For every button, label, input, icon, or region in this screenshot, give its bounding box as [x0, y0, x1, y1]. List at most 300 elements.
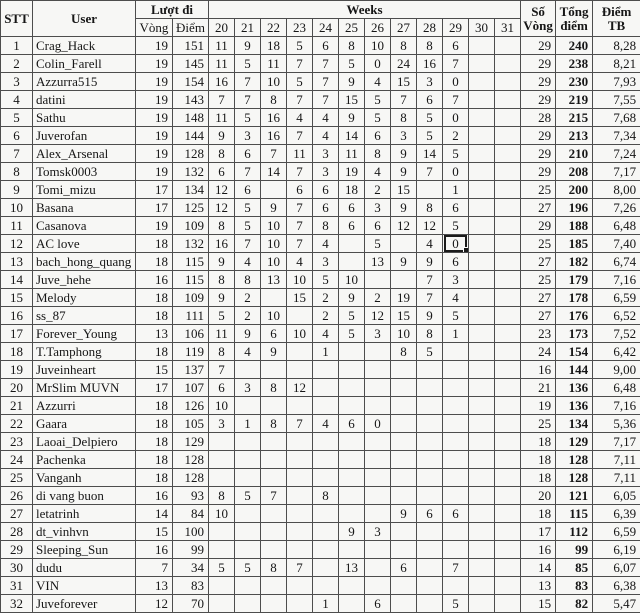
- week-cell[interactable]: [287, 541, 313, 559]
- week-cell[interactable]: [495, 163, 521, 181]
- week-cell[interactable]: [339, 487, 365, 505]
- sovong-cell[interactable]: 24: [521, 343, 556, 361]
- week-cell[interactable]: [365, 361, 391, 379]
- week-cell[interactable]: 6: [365, 127, 391, 145]
- week-cell[interactable]: 6: [313, 181, 339, 199]
- stt-cell[interactable]: 31: [1, 577, 33, 595]
- active-cell[interactable]: 0: [443, 235, 469, 253]
- week-cell[interactable]: [339, 505, 365, 523]
- week-cell[interactable]: 8: [391, 109, 417, 127]
- sovong-cell[interactable]: 20: [521, 487, 556, 505]
- week-cell[interactable]: 8: [417, 325, 443, 343]
- week-cell[interactable]: [469, 361, 495, 379]
- week-cell[interactable]: 3: [313, 145, 339, 163]
- week-cell[interactable]: 8: [313, 217, 339, 235]
- week-cell[interactable]: 8: [209, 487, 235, 505]
- stt-cell[interactable]: 14: [1, 271, 33, 289]
- week-cell[interactable]: [469, 37, 495, 55]
- week-cell[interactable]: 2: [313, 307, 339, 325]
- week-cell[interactable]: [391, 469, 417, 487]
- week-cell[interactable]: [313, 541, 339, 559]
- stt-cell[interactable]: 13: [1, 253, 33, 271]
- sovong-cell[interactable]: 27: [521, 253, 556, 271]
- header-week-30[interactable]: 30: [469, 19, 495, 37]
- vong-cell[interactable]: 18: [136, 469, 173, 487]
- week-cell[interactable]: 11: [209, 109, 235, 127]
- week-cell[interactable]: [287, 361, 313, 379]
- diem-cell[interactable]: 137: [173, 361, 209, 379]
- week-cell[interactable]: 10: [209, 505, 235, 523]
- week-cell[interactable]: [235, 469, 261, 487]
- sovong-cell[interactable]: 18: [521, 469, 556, 487]
- diemtb-cell[interactable]: 6,05: [593, 487, 640, 505]
- week-cell[interactable]: [235, 577, 261, 595]
- week-cell[interactable]: [365, 397, 391, 415]
- week-cell[interactable]: [495, 55, 521, 73]
- week-cell[interactable]: 8: [391, 37, 417, 55]
- week-cell[interactable]: [469, 469, 495, 487]
- week-cell[interactable]: 7: [417, 163, 443, 181]
- week-cell[interactable]: 14: [339, 127, 365, 145]
- week-cell[interactable]: [495, 91, 521, 109]
- week-cell[interactable]: 9: [339, 523, 365, 541]
- week-cell[interactable]: 8: [365, 145, 391, 163]
- vong-cell[interactable]: 7: [136, 559, 173, 577]
- week-cell[interactable]: 6: [339, 199, 365, 217]
- header-week-25[interactable]: 25: [339, 19, 365, 37]
- stt-cell[interactable]: 27: [1, 505, 33, 523]
- week-cell[interactable]: [417, 181, 443, 199]
- week-cell[interactable]: [365, 343, 391, 361]
- user-cell[interactable]: MrSlim MUVN: [33, 379, 136, 397]
- week-cell[interactable]: [365, 541, 391, 559]
- week-cell[interactable]: [495, 199, 521, 217]
- week-cell[interactable]: 6: [443, 253, 469, 271]
- week-cell[interactable]: [287, 505, 313, 523]
- stt-cell[interactable]: 19: [1, 361, 33, 379]
- week-cell[interactable]: 18: [339, 181, 365, 199]
- week-cell[interactable]: [495, 37, 521, 55]
- vong-cell[interactable]: 13: [136, 577, 173, 595]
- week-cell[interactable]: 10: [261, 217, 287, 235]
- week-cell[interactable]: 5: [365, 109, 391, 127]
- week-cell[interactable]: 4: [313, 325, 339, 343]
- tongdiem-cell[interactable]: 213: [556, 127, 593, 145]
- week-cell[interactable]: [391, 577, 417, 595]
- diem-cell[interactable]: 84: [173, 505, 209, 523]
- stt-cell[interactable]: 24: [1, 451, 33, 469]
- vong-cell[interactable]: 15: [136, 523, 173, 541]
- week-cell[interactable]: 7: [443, 559, 469, 577]
- week-cell[interactable]: 8: [339, 37, 365, 55]
- week-cell[interactable]: 7: [287, 91, 313, 109]
- week-cell[interactable]: [417, 469, 443, 487]
- week-cell[interactable]: 1: [443, 325, 469, 343]
- user-cell[interactable]: Tomsk0003: [33, 163, 136, 181]
- week-cell[interactable]: [495, 127, 521, 145]
- week-cell[interactable]: 4: [287, 253, 313, 271]
- week-cell[interactable]: 19: [391, 289, 417, 307]
- week-cell[interactable]: 6: [443, 505, 469, 523]
- week-cell[interactable]: [495, 253, 521, 271]
- header-tong-diem[interactable]: [556, 1, 593, 37]
- stt-cell[interactable]: 5: [1, 109, 33, 127]
- week-cell[interactable]: 12: [417, 217, 443, 235]
- diem-cell[interactable]: 105: [173, 415, 209, 433]
- tongdiem-cell[interactable]: 173: [556, 325, 593, 343]
- diemtb-cell[interactable]: 7,24: [593, 145, 640, 163]
- stt-cell[interactable]: 1: [1, 37, 33, 55]
- vong-cell[interactable]: 15: [136, 361, 173, 379]
- user-cell[interactable]: ss_87: [33, 307, 136, 325]
- header-week-20[interactable]: 20: [209, 19, 235, 37]
- tongdiem-cell[interactable]: 83: [556, 577, 593, 595]
- week-cell[interactable]: 7: [287, 415, 313, 433]
- week-cell[interactable]: [417, 451, 443, 469]
- week-cell[interactable]: [443, 361, 469, 379]
- sovong-cell[interactable]: 29: [521, 127, 556, 145]
- week-cell[interactable]: 9: [209, 289, 235, 307]
- diem-cell[interactable]: 93: [173, 487, 209, 505]
- week-cell[interactable]: 7: [287, 559, 313, 577]
- week-cell[interactable]: 6: [365, 595, 391, 613]
- diemtb-cell[interactable]: 7,26: [593, 199, 640, 217]
- week-cell[interactable]: 16: [417, 55, 443, 73]
- diem-cell[interactable]: 128: [173, 145, 209, 163]
- vong-cell[interactable]: 17: [136, 181, 173, 199]
- diem-cell[interactable]: 119: [173, 343, 209, 361]
- diem-cell[interactable]: 70: [173, 595, 209, 613]
- week-cell[interactable]: [495, 73, 521, 91]
- stt-cell[interactable]: 22: [1, 415, 33, 433]
- user-cell[interactable]: Forever_Young: [33, 325, 136, 343]
- week-cell[interactable]: [391, 271, 417, 289]
- week-cell[interactable]: [417, 433, 443, 451]
- week-cell[interactable]: [469, 307, 495, 325]
- vong-cell[interactable]: 16: [136, 271, 173, 289]
- week-cell[interactable]: [261, 577, 287, 595]
- week-cell[interactable]: 10: [209, 397, 235, 415]
- week-cell[interactable]: [469, 271, 495, 289]
- sovong-cell[interactable]: 19: [521, 397, 556, 415]
- week-cell[interactable]: [339, 541, 365, 559]
- week-cell[interactable]: [235, 595, 261, 613]
- week-cell[interactable]: 8: [261, 91, 287, 109]
- week-cell[interactable]: 15: [391, 307, 417, 325]
- week-cell[interactable]: 3: [417, 73, 443, 91]
- week-cell[interactable]: [391, 523, 417, 541]
- week-cell[interactable]: [391, 361, 417, 379]
- vong-cell[interactable]: 18: [136, 451, 173, 469]
- diem-cell[interactable]: 151: [173, 37, 209, 55]
- week-cell[interactable]: [365, 379, 391, 397]
- sovong-cell[interactable]: 27: [521, 289, 556, 307]
- week-cell[interactable]: 9: [261, 343, 287, 361]
- sovong-cell[interactable]: 25: [521, 235, 556, 253]
- week-cell[interactable]: 7: [235, 91, 261, 109]
- user-cell[interactable]: Basana: [33, 199, 136, 217]
- user-cell[interactable]: dt_vinhvn: [33, 523, 136, 541]
- week-cell[interactable]: [469, 505, 495, 523]
- week-cell[interactable]: [313, 559, 339, 577]
- stt-cell[interactable]: 28: [1, 523, 33, 541]
- week-cell[interactable]: [495, 469, 521, 487]
- week-cell[interactable]: [469, 163, 495, 181]
- diem-cell[interactable]: 109: [173, 217, 209, 235]
- header-week-23[interactable]: 23: [287, 19, 313, 37]
- week-cell[interactable]: 4: [235, 343, 261, 361]
- stt-cell[interactable]: 25: [1, 469, 33, 487]
- week-cell[interactable]: 4: [287, 109, 313, 127]
- week-cell[interactable]: 4: [313, 109, 339, 127]
- week-cell[interactable]: [391, 379, 417, 397]
- sovong-cell[interactable]: 25: [521, 271, 556, 289]
- diem-cell[interactable]: 111: [173, 307, 209, 325]
- user-cell[interactable]: Alex_Arsenal: [33, 145, 136, 163]
- week-cell[interactable]: [287, 523, 313, 541]
- diem-cell[interactable]: 154: [173, 73, 209, 91]
- week-cell[interactable]: 0: [365, 415, 391, 433]
- week-cell[interactable]: [261, 469, 287, 487]
- week-cell[interactable]: 10: [391, 325, 417, 343]
- sovong-cell[interactable]: 25: [521, 181, 556, 199]
- week-cell[interactable]: 9: [339, 73, 365, 91]
- user-cell[interactable]: di vang buon: [33, 487, 136, 505]
- week-cell[interactable]: 5: [443, 595, 469, 613]
- week-cell[interactable]: [287, 343, 313, 361]
- week-cell[interactable]: 7: [313, 55, 339, 73]
- sovong-cell[interactable]: 29: [521, 37, 556, 55]
- week-cell[interactable]: 8: [261, 559, 287, 577]
- week-cell[interactable]: 7: [235, 73, 261, 91]
- diemtb-cell[interactable]: 7,34: [593, 127, 640, 145]
- diem-cell[interactable]: 125: [173, 199, 209, 217]
- week-cell[interactable]: 9: [339, 289, 365, 307]
- diemtb-cell[interactable]: 8,00: [593, 181, 640, 199]
- vong-cell[interactable]: 19: [136, 109, 173, 127]
- vong-cell[interactable]: 19: [136, 217, 173, 235]
- vong-cell[interactable]: 14: [136, 505, 173, 523]
- week-cell[interactable]: [235, 397, 261, 415]
- stt-cell[interactable]: 29: [1, 541, 33, 559]
- week-cell[interactable]: [365, 559, 391, 577]
- week-cell[interactable]: 6: [417, 91, 443, 109]
- week-cell[interactable]: [469, 91, 495, 109]
- week-cell[interactable]: [469, 451, 495, 469]
- week-cell[interactable]: 6: [443, 37, 469, 55]
- week-cell[interactable]: [365, 451, 391, 469]
- week-cell[interactable]: [261, 523, 287, 541]
- week-cell[interactable]: 3: [365, 523, 391, 541]
- tongdiem-cell[interactable]: 115: [556, 505, 593, 523]
- header-week-26[interactable]: 26: [365, 19, 391, 37]
- week-cell[interactable]: 7: [287, 55, 313, 73]
- diem-cell[interactable]: 100: [173, 523, 209, 541]
- week-cell[interactable]: [443, 343, 469, 361]
- week-cell[interactable]: 6: [313, 199, 339, 217]
- week-cell[interactable]: 8: [209, 343, 235, 361]
- week-cell[interactable]: 5: [443, 307, 469, 325]
- tongdiem-cell[interactable]: 136: [556, 397, 593, 415]
- week-cell[interactable]: [235, 541, 261, 559]
- week-cell[interactable]: 10: [287, 271, 313, 289]
- week-cell[interactable]: [339, 379, 365, 397]
- week-cell[interactable]: 9: [209, 253, 235, 271]
- vong-cell[interactable]: 13: [136, 325, 173, 343]
- week-cell[interactable]: 7: [313, 91, 339, 109]
- week-cell[interactable]: 8: [313, 487, 339, 505]
- vong-cell[interactable]: 18: [136, 433, 173, 451]
- diem-cell[interactable]: 126: [173, 397, 209, 415]
- week-cell[interactable]: [287, 433, 313, 451]
- tongdiem-cell[interactable]: 188: [556, 217, 593, 235]
- week-cell[interactable]: [261, 433, 287, 451]
- user-cell[interactable]: AC love: [33, 235, 136, 253]
- week-cell[interactable]: 15: [391, 73, 417, 91]
- week-cell[interactable]: 7: [313, 73, 339, 91]
- vong-cell[interactable]: 18: [136, 253, 173, 271]
- week-cell[interactable]: [209, 577, 235, 595]
- week-cell[interactable]: 13: [339, 559, 365, 577]
- week-cell[interactable]: [469, 415, 495, 433]
- tongdiem-cell[interactable]: 129: [556, 433, 593, 451]
- tongdiem-cell[interactable]: 215: [556, 109, 593, 127]
- user-cell[interactable]: Juveinheart: [33, 361, 136, 379]
- stt-cell[interactable]: 20: [1, 379, 33, 397]
- week-cell[interactable]: [339, 253, 365, 271]
- week-cell[interactable]: [443, 577, 469, 595]
- week-cell[interactable]: 10: [261, 235, 287, 253]
- sovong-cell[interactable]: 15: [521, 595, 556, 613]
- week-cell[interactable]: 7: [261, 145, 287, 163]
- week-cell[interactable]: 9: [235, 37, 261, 55]
- header-week-21[interactable]: 21: [235, 19, 261, 37]
- user-cell[interactable]: Crag_Hack: [33, 37, 136, 55]
- week-cell[interactable]: 16: [261, 109, 287, 127]
- week-cell[interactable]: 7: [443, 55, 469, 73]
- week-cell[interactable]: [365, 505, 391, 523]
- sovong-cell[interactable]: 28: [521, 109, 556, 127]
- week-cell[interactable]: 4: [313, 127, 339, 145]
- week-cell[interactable]: 12: [287, 379, 313, 397]
- header-week-24[interactable]: 24: [313, 19, 339, 37]
- week-cell[interactable]: [469, 559, 495, 577]
- week-cell[interactable]: 15: [339, 91, 365, 109]
- week-cell[interactable]: [495, 307, 521, 325]
- diem-cell[interactable]: 148: [173, 109, 209, 127]
- sovong-cell[interactable]: 16: [521, 361, 556, 379]
- week-cell[interactable]: [495, 361, 521, 379]
- tongdiem-cell[interactable]: 179: [556, 271, 593, 289]
- week-cell[interactable]: [443, 487, 469, 505]
- week-cell[interactable]: [469, 73, 495, 91]
- week-cell[interactable]: 13: [261, 271, 287, 289]
- week-cell[interactable]: 2: [235, 307, 261, 325]
- user-cell[interactable]: VIN: [33, 577, 136, 595]
- stt-cell[interactable]: 2: [1, 55, 33, 73]
- week-cell[interactable]: 8: [235, 271, 261, 289]
- week-cell[interactable]: 19: [339, 163, 365, 181]
- week-cell[interactable]: 5: [235, 559, 261, 577]
- week-cell[interactable]: 5: [209, 559, 235, 577]
- week-cell[interactable]: [495, 217, 521, 235]
- week-cell[interactable]: [391, 433, 417, 451]
- vong-cell[interactable]: 19: [136, 145, 173, 163]
- week-cell[interactable]: 2: [313, 289, 339, 307]
- user-cell[interactable]: letatrinh: [33, 505, 136, 523]
- stt-cell[interactable]: 16: [1, 307, 33, 325]
- vong-cell[interactable]: 18: [136, 343, 173, 361]
- week-cell[interactable]: [365, 577, 391, 595]
- week-cell[interactable]: [417, 397, 443, 415]
- week-cell[interactable]: 3: [209, 415, 235, 433]
- week-cell[interactable]: [287, 307, 313, 325]
- diem-cell[interactable]: 34: [173, 559, 209, 577]
- week-cell[interactable]: 11: [261, 55, 287, 73]
- week-cell[interactable]: [495, 577, 521, 595]
- week-cell[interactable]: 8: [209, 217, 235, 235]
- week-cell[interactable]: [469, 235, 495, 253]
- week-cell[interactable]: [287, 397, 313, 415]
- week-cell[interactable]: 6: [443, 199, 469, 217]
- week-cell[interactable]: 3: [365, 199, 391, 217]
- week-cell[interactable]: 10: [287, 325, 313, 343]
- week-cell[interactable]: [495, 343, 521, 361]
- week-cell[interactable]: [339, 397, 365, 415]
- week-cell[interactable]: [313, 379, 339, 397]
- tongdiem-cell[interactable]: 128: [556, 469, 593, 487]
- header-week-22[interactable]: 22: [261, 19, 287, 37]
- week-cell[interactable]: [313, 523, 339, 541]
- week-cell[interactable]: [443, 451, 469, 469]
- diemtb-cell[interactable]: 7,52: [593, 325, 640, 343]
- diemtb-cell[interactable]: 9,00: [593, 361, 640, 379]
- week-cell[interactable]: [365, 271, 391, 289]
- diemtb-cell[interactable]: 7,11: [593, 469, 640, 487]
- diemtb-cell[interactable]: 6,48: [593, 217, 640, 235]
- week-cell[interactable]: [313, 577, 339, 595]
- week-cell[interactable]: 5: [209, 307, 235, 325]
- week-cell[interactable]: [287, 487, 313, 505]
- diemtb-cell[interactable]: 8,21: [593, 55, 640, 73]
- diem-cell[interactable]: 107: [173, 379, 209, 397]
- sovong-cell[interactable]: 27: [521, 199, 556, 217]
- week-cell[interactable]: [417, 541, 443, 559]
- user-cell[interactable]: Gaara: [33, 415, 136, 433]
- diemtb-cell[interactable]: 6,19: [593, 541, 640, 559]
- week-cell[interactable]: [417, 361, 443, 379]
- header-so-vong[interactable]: [521, 1, 556, 37]
- week-cell[interactable]: 7: [417, 289, 443, 307]
- week-cell[interactable]: 5: [235, 217, 261, 235]
- week-cell[interactable]: [469, 253, 495, 271]
- user-cell[interactable]: Azzurra515: [33, 73, 136, 91]
- week-cell[interactable]: [313, 505, 339, 523]
- tongdiem-cell[interactable]: 185: [556, 235, 593, 253]
- diem-cell[interactable]: 128: [173, 469, 209, 487]
- user-cell[interactable]: Melody: [33, 289, 136, 307]
- week-cell[interactable]: [339, 235, 365, 253]
- diemtb-cell[interactable]: 6,38: [593, 577, 640, 595]
- week-cell[interactable]: [313, 361, 339, 379]
- diemtb-cell[interactable]: 5,47: [593, 595, 640, 613]
- header-stt[interactable]: STT: [1, 1, 33, 37]
- week-cell[interactable]: 8: [261, 379, 287, 397]
- week-cell[interactable]: [261, 181, 287, 199]
- week-cell[interactable]: [339, 469, 365, 487]
- stt-cell[interactable]: 32: [1, 595, 33, 613]
- week-cell[interactable]: [339, 361, 365, 379]
